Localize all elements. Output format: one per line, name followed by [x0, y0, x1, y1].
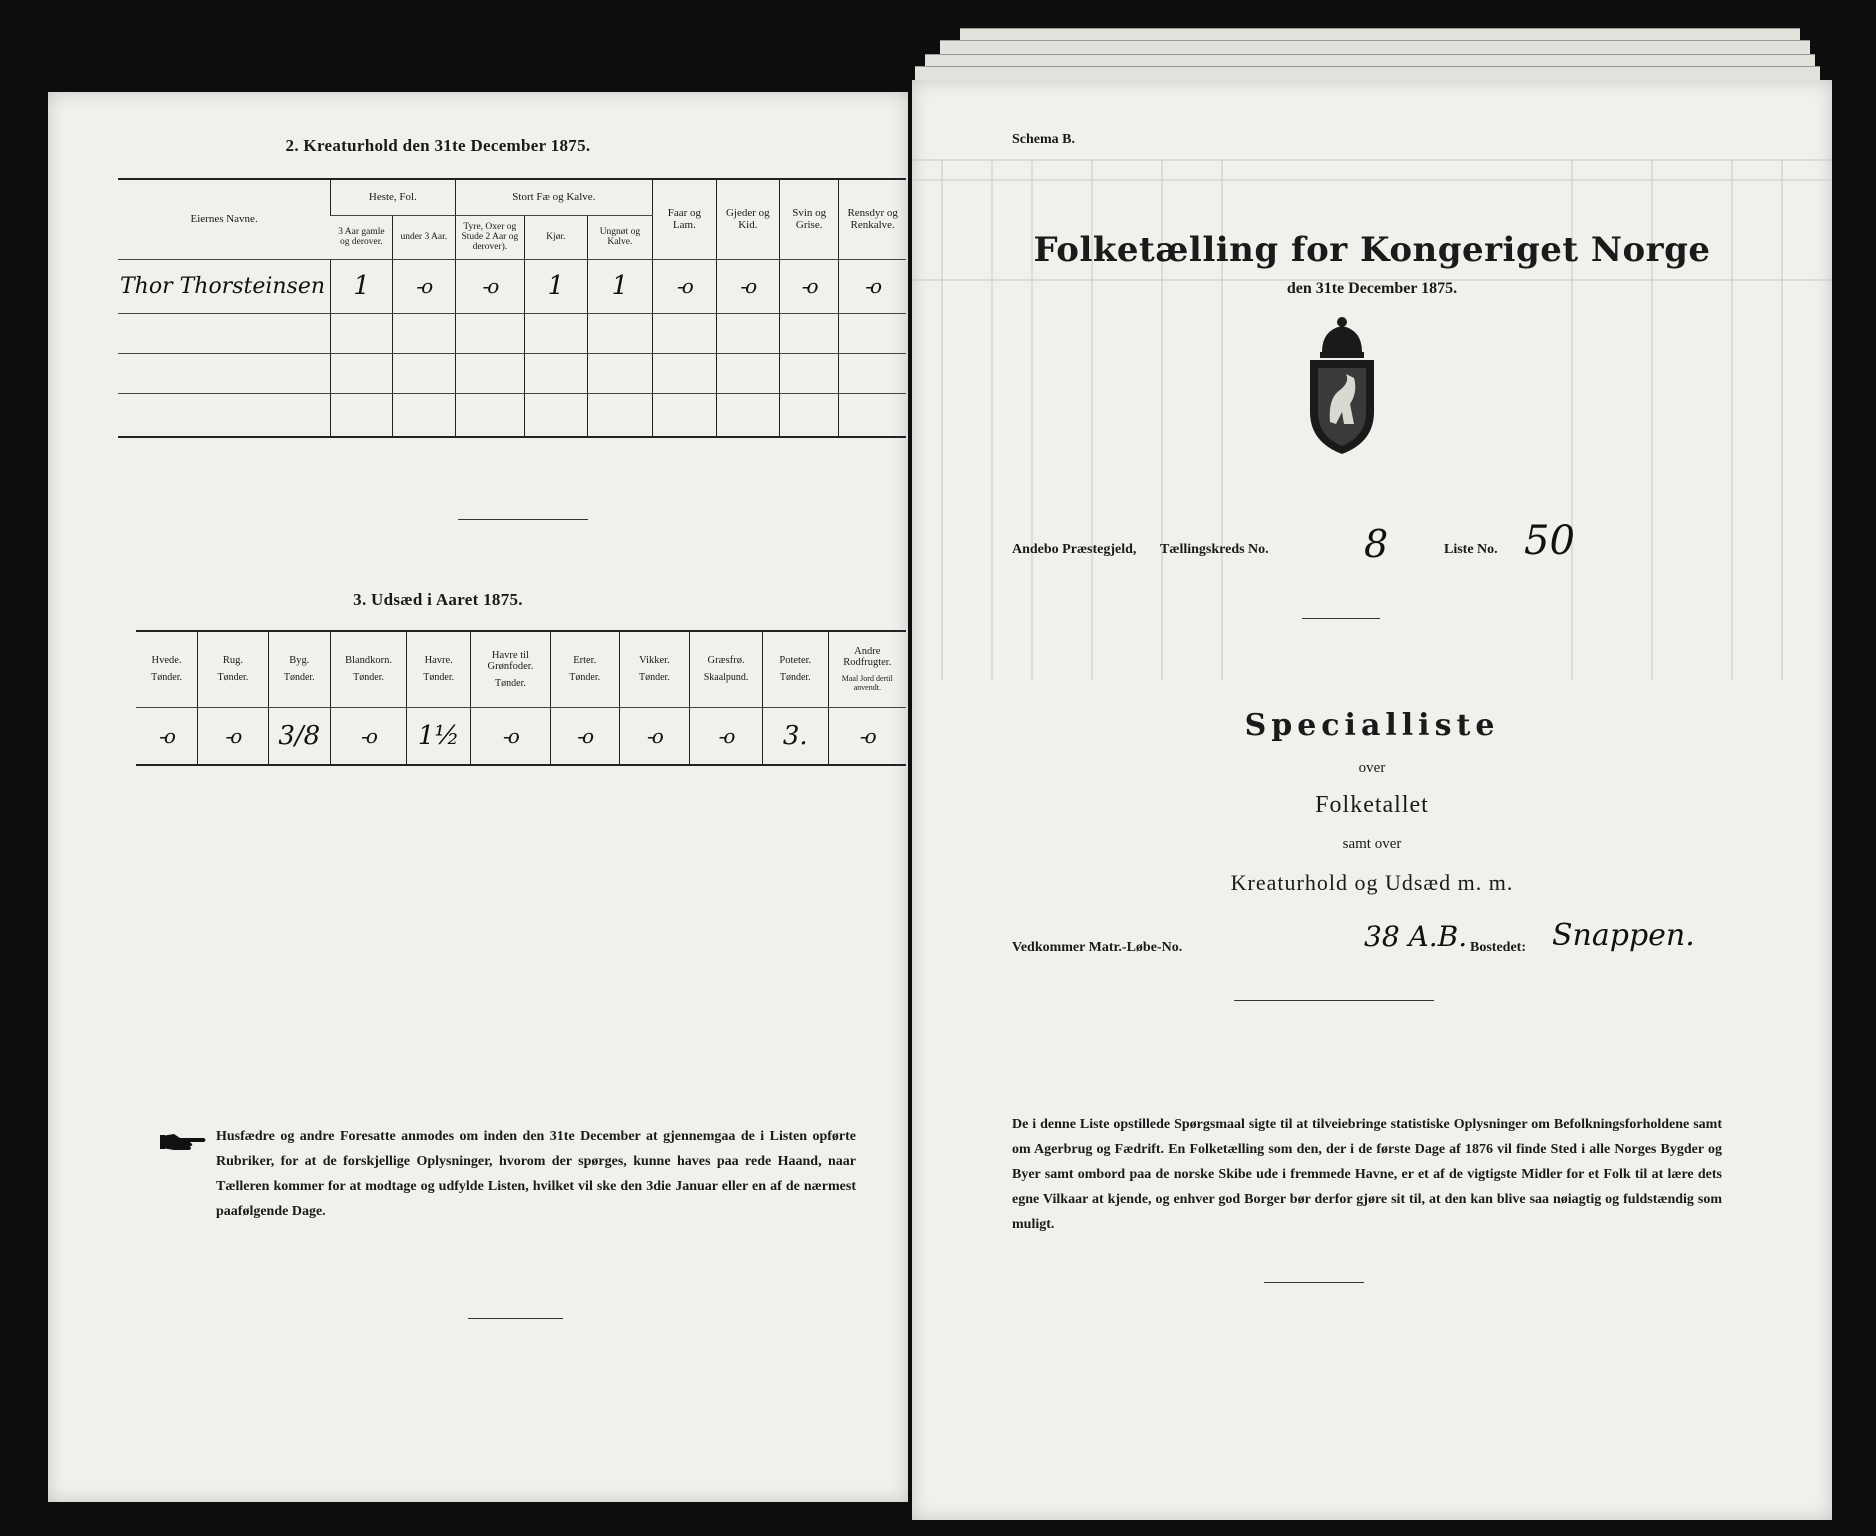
seed-header-unit: Maal Jord dertil anvendt. — [841, 674, 893, 693]
heste2-value: -o — [393, 259, 455, 313]
stort-sub3: Ungnøt og Kalve. — [587, 215, 653, 259]
stort2-value: 1 — [525, 259, 587, 313]
seed-header-unit: Tønder. — [423, 672, 455, 684]
seed-header-unit: Tønder. — [569, 672, 601, 684]
seed-header-name: Græsfrø. — [707, 655, 745, 667]
left-page — [48, 92, 908, 1502]
stort-sub2: Kjør. — [525, 215, 587, 259]
section3-title: 3. Udsæd i Aaret 1875. — [353, 590, 523, 609]
owner-header: Eiernes Navne. — [118, 179, 331, 259]
seed-header-name: Andre Rodfrugter. — [843, 646, 892, 669]
seed-header-unit: Tønder. — [779, 672, 811, 684]
seed-header-unit: Tønder. — [353, 672, 384, 684]
gjeder-value: -o — [716, 259, 779, 313]
rensdyr-header: Rensdyr og Renkalve. — [839, 179, 906, 259]
seed-value-cell: 3. — [762, 707, 828, 765]
seed-value-cell: 3/8 — [268, 707, 330, 765]
seed-value-cell: -o — [828, 707, 906, 765]
right-page — [912, 80, 1832, 1520]
stort1-value: -o — [455, 259, 525, 313]
table-row — [118, 259, 906, 313]
seed-header-name: Poteter. — [779, 655, 812, 667]
page-stack-edge — [940, 40, 1810, 55]
seed-table — [136, 630, 906, 766]
heste-sub1: 3 Aar gamle og derover. — [331, 215, 393, 259]
seed-header-name: Byg. — [289, 655, 310, 667]
footnote-text: Husfædre og andre Foresatte anmodes om inden den 31te December at gjennemgaa de i Listen opførte Rubriker, for at de forskjellige Oplysninger, hvorom der spørges, kunne haves paa rede Haand, naar Tælleren kommer for at modtage og udfylde Listen, hvilket vil ske den 3die Januar eller en af de nærmest paafølgende Dage. — [216, 1129, 856, 1219]
divider — [1234, 1000, 1434, 1001]
matr-label: Vedkommer Matr.-Løbe-No. — [1012, 940, 1183, 955]
seed-header-cell — [762, 631, 828, 707]
seed-header-cell — [330, 631, 406, 707]
intro-paragraph: De i denne Liste opstillede Spørgsmaal sigte til at tilveiebringe statistiske Oplysninger om Befolkningsforholdene samt om Agerbrug og Fædrift. En Folketælling som den, der i de første Dage af 1876 vil finde Sted i alle Norges Bygder og Byer samt ombord paa de norske Skibe ude i fremmede Havne, er et af de vigtigste Midler for et Folk til at lære dets egne Vilkaar at kjende, og enhver god Borger bør derfor gjøre sit til, at den kan blive saa nøiagtig og fuldstændig som muligt. — [1012, 1117, 1722, 1232]
seed-value-cell: -o — [550, 707, 619, 765]
owner-name: Thor Thorsteinsen — [118, 259, 331, 313]
seed-header-cell — [136, 631, 198, 707]
census-title: Folketælling for Kongeriget Norge — [1033, 230, 1711, 270]
heste-header: Heste, Fol. — [331, 179, 455, 215]
seed-value-cell: -o — [619, 707, 690, 765]
kreaturhold-text: Kreaturhold og Udsæd m. m. — [1230, 870, 1514, 895]
folketallet-text: Folketallet — [1315, 792, 1429, 818]
stort-header: Stort Fæ og Kalve. — [455, 179, 653, 215]
seed-header-name: Havre. — [424, 655, 453, 667]
seed-header-cell — [690, 631, 763, 707]
seed-header-name: Havre til Grønfoder. — [487, 649, 534, 672]
seed-header-name: Rug. — [222, 655, 243, 667]
divider — [1302, 618, 1380, 619]
stort-sub1: Tyre, Oxer og Stude 2 Aar og derover). — [455, 215, 525, 259]
over-text: over — [1358, 760, 1386, 776]
seed-value-cell: -o — [690, 707, 763, 765]
seed-header-cell — [198, 631, 269, 707]
seed-header-name: Hvede. — [151, 655, 182, 667]
seed-header-unit: Skaalpund. — [703, 672, 749, 684]
svin-value: -o — [780, 259, 839, 313]
seed-header-unit: Tønder. — [151, 672, 182, 684]
schema-label: Schema B. — [1012, 132, 1075, 147]
seed-header-unit: Tønder. — [217, 672, 249, 684]
rensdyr-value: -o — [839, 259, 906, 313]
table-row — [118, 313, 906, 353]
seed-header-name: Vikker. — [639, 655, 670, 667]
faar-value: -o — [653, 259, 716, 313]
seed-header-cell — [407, 631, 471, 707]
census-subtitle: den 31te December 1875. — [1286, 280, 1458, 297]
seed-value-cell: 1½ — [407, 707, 471, 765]
section2-title: 2. Kreaturhold den 31te December 1875. — [285, 136, 591, 155]
seed-header-cell — [550, 631, 619, 707]
gjeder-header: Gjeder og Kid. — [716, 179, 779, 259]
matr-value: 38 A.B. — [1364, 920, 1468, 953]
seed-header-unit: Tønder. — [639, 672, 670, 684]
list-label: Liste No. — [1444, 542, 1498, 557]
seed-header-name: Erter. — [573, 655, 597, 667]
pointing-hand-icon — [160, 1130, 208, 1154]
seed-header-unit: Tønder. — [283, 672, 315, 684]
seed-header-cell — [268, 631, 330, 707]
stort3-value: 1 — [587, 259, 653, 313]
seed-value-cell: -o — [330, 707, 406, 765]
seed-header-unit: Tønder. — [495, 677, 526, 689]
parish-label: Andebo Præstegjeld, — [1012, 542, 1137, 557]
seed-header-cell — [471, 631, 551, 707]
bosted-label: Bostedet: — [1470, 940, 1526, 955]
heste-sub2: under 3 Aar. — [393, 215, 455, 259]
svin-header: Svin og Grise. — [780, 179, 839, 259]
district-label: Tællingskreds No. — [1160, 542, 1269, 557]
divider — [1264, 1282, 1364, 1283]
list-value: 50 — [1524, 518, 1575, 564]
specialliste-title: Specialliste — [1244, 708, 1500, 743]
seed-header-cell — [619, 631, 690, 707]
table-row — [118, 393, 906, 437]
district-value: 8 — [1364, 522, 1389, 566]
norwegian-coat-of-arms — [1292, 312, 1392, 462]
seed-value-cell: -o — [471, 707, 551, 765]
seed-value-cell: -o — [198, 707, 269, 765]
seed-header-name: Blandkorn. — [345, 655, 393, 667]
seed-value-cell: -o — [136, 707, 198, 765]
divider — [468, 1318, 563, 1319]
livestock-table — [118, 178, 906, 438]
faar-header: Faar og Lam. — [653, 179, 716, 259]
table-row — [118, 353, 906, 393]
heste1-value: 1 — [331, 259, 393, 313]
samt-over-text: samt over — [1342, 836, 1402, 852]
bosted-value: Snappen. — [1552, 918, 1695, 953]
divider — [458, 519, 588, 520]
seed-header-cell — [828, 631, 906, 707]
